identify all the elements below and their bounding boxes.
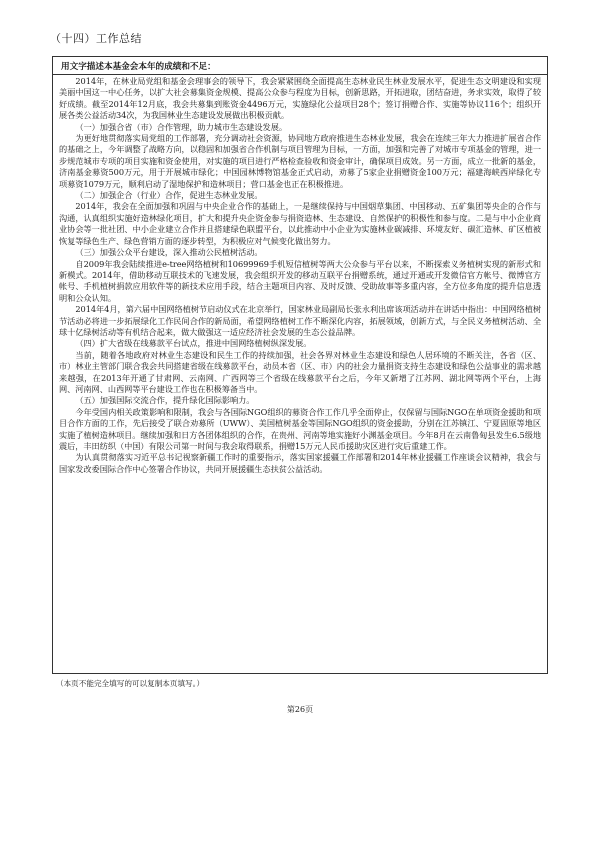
- box-title: 用文字描述本基金会本年的成绩和不足：: [53, 57, 547, 75]
- paragraph-5a: 今年受国内相关政策影响和限制，我会与各国际NGO组织的募资合作工作几乎全面停止，仅保留与国际NGO在单项资金援助和项目合作方面的工作，先后接受了联合劝募所（UWW）、美国植树基金等国际NGO组织的资金援助，分别在江苏镇江、宁夏固原等地区实施了植树造林项目。继续加强和日方各团体组织的合作，在贵州、河南等地实施好小渊基金项目。今年8月在云南鲁甸县发生6.5级地震后，丰田纺织（中国）有限公司第一时间与我会取得联系，捐赠15万元人民币援助灾区进行灾后重建工作。: [59, 406, 541, 451]
- paragraph-intro: 2014年，在林业局党组和基金会理事会的领导下，我会紧紧围绕全面提高生态林业民生林业发展水平，促进生态文明建设和实现美丽中国这一中心任务，以扩大社会募集资金规模、提高公众参与程度为目标，创新思路，开拓进取，团结奋进，务求实效，取得了较好成绩。截至2014年12月底，我会共募集到账资金4496万元，实施绿化公益项目28个；签订捐赠合作、实施等协议116个；组织开展各类公益活动34次，为我国林业生态建设发展做出积极贡献。: [59, 76, 541, 121]
- subheading-1: （一）加强合省（市）合作管理，助力城市生态建设发展。: [75, 121, 287, 132]
- section-heading: （十四）工作总结: [50, 32, 142, 45]
- paragraph-3a: 自2009年我会陆续推进e-tree网络植树和10699969手机短信植树等两大公众参与平台以来，不断探索义务植树实现的新形式和新模式。2014年，借助移动互联技术的飞速发展，我会组织开发的移动互联平台捐赠系统，通过开通或开发微信官方帐号、微博官方帐号、手机植树捐款应用软件等的新技术应用手段，结合主题项目内容、及时反馈、受助故事等多重内容，全方位多角度的提升信息透明和公众认知。: [59, 258, 541, 303]
- paragraph-2: 2014年，我会在全面加强和巩固与中央企业合作的基础上，一是继续保持与中国烟草集团、中国移动、五矿集团等央企的合作与沟通，认真组织实施好造林绿化项目，扩大和提升央企资金参与捐资造林、生态建设、自然保护的积极性和参与度。二是与中小企业商业协会等一批社团、中小企业建立合作并且搭建绿色联盟平台，以此推动中小企业为实施林业碳减排、环境友好、碳汇造林、矿区植被恢复等绿色生产、绿色营销方面的逐步转型，为积极应对气候变化做出努力。: [59, 201, 541, 246]
- subheading-3: （三）加强公众平台建设，深入推动公民植树活动。: [75, 247, 263, 258]
- paragraph-4: 当前，随着各地政府对林业生态建设和民生工作的持续加强，社会各界对林业生态建设和绿色人居环境的不断关注，各省（区、市）林业主管部门联合我会共同搭建省级在线募款平台，动员本省（区、市）内的社会力量捐资支持生态建设和绿色公益事业的需求越来越强，在2013年开通了甘肃网、云南网、广西网等三个省级在线募款平台之后，今年又新增了江苏网、湖北网等两个平台，上海网、河南网、山西网等平台建设工作也在积极筹备当中。: [59, 349, 541, 394]
- paragraph-1: 为更好地贯彻落实局党组的工作部署，充分调动社会资源，协同地方政府推进生态林业发展，我会在连续三年大力推进扩展省合作的基础之上，今年调整了战略方向，以稳固和加强省合作机制与项目管理为目标，一方面，加强和完善了对城市专项基金的管理，进一步规范城市专项的项目实施和资金使用，对实施的项目进行严格检查验收和资金审计，确保项目成效。另一方面，成立一批新的基金，济南基金募资500万元，用于开展城市绿化；中国园林博物馆基金正式启动，劝募了5家企业捐赠资金100万元；福建海峡西岸绿化专项募资1079万元，顺利启动了湿地保护和造林项目；营口基金也正在积极推进。: [59, 133, 541, 189]
- summary-box: [52, 56, 548, 674]
- subheading-5: （五）加强国际交流合作，提升绿化国际影响力。: [75, 395, 255, 406]
- subheading-2: （二）加强企合（行业）合作，促进生态林业发展。: [75, 190, 263, 201]
- summary-content: [53, 75, 547, 475]
- paragraph-5b: 为认真贯彻落实习近平总书记视察新疆工作时的重要指示，落实国家援疆工作部署和2014年林业援疆工作座谈会议精神，我会与国家发改委国际合作中心签署合作协议，共同开展援疆生态扶贫公益活动。: [59, 452, 541, 474]
- subheading-4: （四）扩大省级在线募款平台试点，推进中国网络植树纵深发展。: [75, 338, 312, 349]
- paragraph-3b: 2014年4月，第六届中国网络植树节启动仪式在北京举行，国家林业局副局长张永利出席该项活动并在讲话中指出：中国网络植树节活动必将进一步拓展绿化工作民间合作的新局面，希望网络植树工作不断深化内容，拓展领域，创新方式，与全民义务植树活动、全球十亿绿树活动等有机结合起来，做大做强这一适应经济社会发展的生态公益品牌。: [59, 304, 541, 337]
- page-number: 第26页: [286, 705, 314, 714]
- copy-note: （本页不能完全填写的可以复制本页填写。）: [56, 679, 205, 688]
